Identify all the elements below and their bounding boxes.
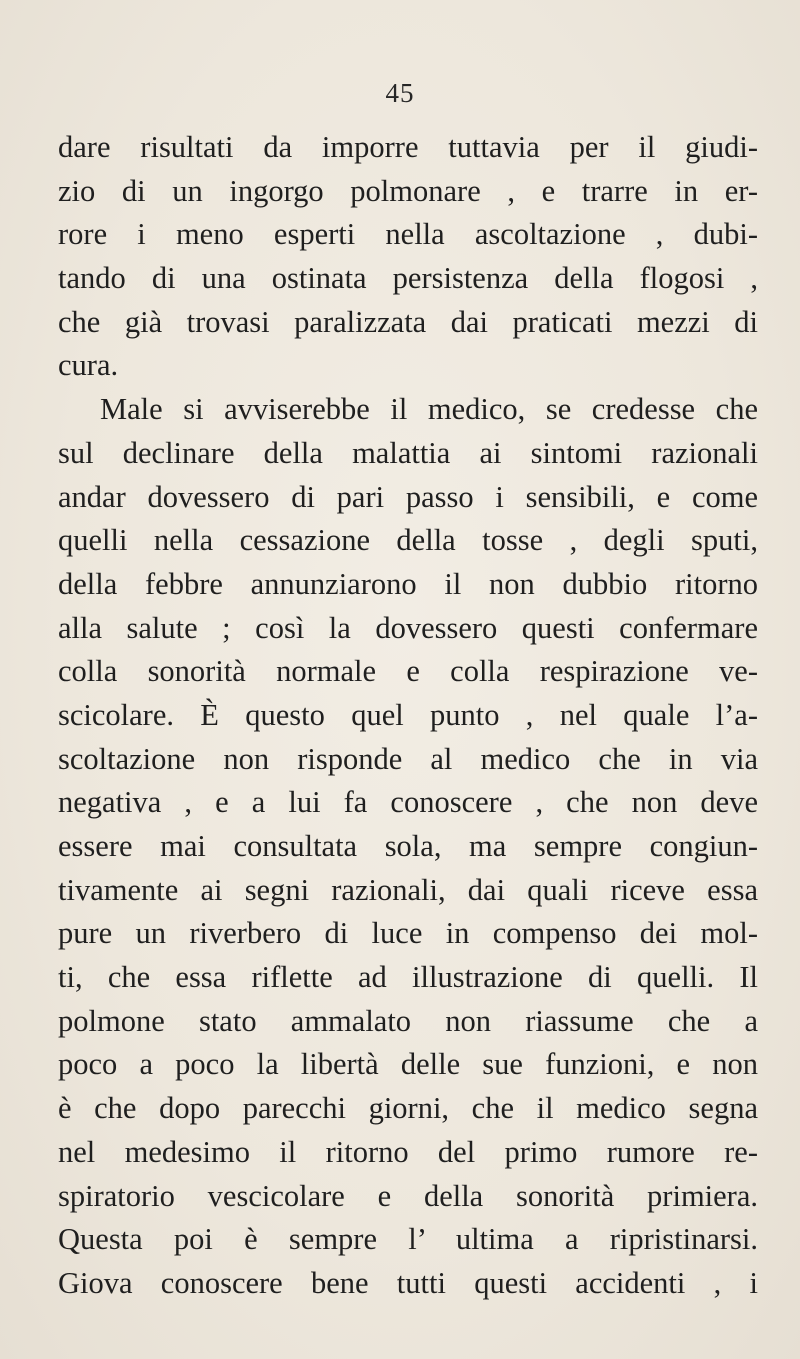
text-line: sul declinare della malattia ai sintomi razionali — [58, 435, 758, 470]
text-line: dare risultati da imporre tuttavia per il giudi- — [58, 130, 758, 164]
text-line: alla salute ; così la dovessero questi confermare — [58, 610, 758, 645]
text-line: tivamente ai segni razionali, dai quali riceve essa — [58, 872, 758, 907]
body-text — [58, 126, 758, 1306]
text-line: Male si avviserebbe il medico, se credesse che — [100, 392, 758, 427]
text-line: rore i meno esperti nella ascoltazione , dubi- — [58, 217, 758, 252]
text-line: andar dovessero di pari passo i sensibili, e come — [58, 479, 758, 514]
text-line: è che dopo parecchi giorni, che il medico segna — [58, 1091, 758, 1126]
text-line: nel medesimo il ritorno del primo rumore re- — [58, 1134, 758, 1169]
text-line: della febbre annunziarono il non dubbio ritorno — [58, 566, 758, 601]
text-line: polmone stato ammalato non riassume che a — [58, 1003, 758, 1038]
text-line: scoltazione non risponde al medico che in via — [58, 741, 758, 776]
text-line: poco a poco la libertà delle sue funzioni, e non — [58, 1047, 758, 1082]
text-line: che già trovasi paralizzata dai praticati mezzi di — [58, 304, 758, 339]
text-line: Giova conoscere bene tutti questi accidenti , i — [58, 1265, 758, 1300]
text-line: quelli nella cessazione della tosse , degli sputi, — [58, 523, 758, 558]
text-line: Questa poi è sempre l’ ultima a ripristinarsi. — [58, 1222, 758, 1257]
text-line: zio di un ingorgo polmonare , e trarre in er- — [58, 173, 758, 208]
text-line: cura. — [58, 348, 119, 383]
text-line: scicolare. È questo quel punto , nel quale l’a- — [58, 697, 758, 732]
text-line: colla sonorità normale e colla respirazione ve- — [58, 654, 758, 689]
text-line: spiratorio vescicolare e della sonorità primiera. — [58, 1178, 758, 1213]
text-line: pure un riverbero di luce in compenso dei mol- — [58, 916, 758, 951]
text-line: ti, che essa riflette ad illustrazione di quelli. Il — [58, 960, 758, 995]
page-number: 45 — [385, 78, 415, 108]
text-line: tando di una ostinata persistenza della flogosi , — [58, 261, 758, 296]
text-line: essere mai consultata sola, ma sempre congiun- — [58, 829, 758, 863]
text-line: negativa , e a lui fa conoscere , che non deve — [58, 785, 758, 820]
